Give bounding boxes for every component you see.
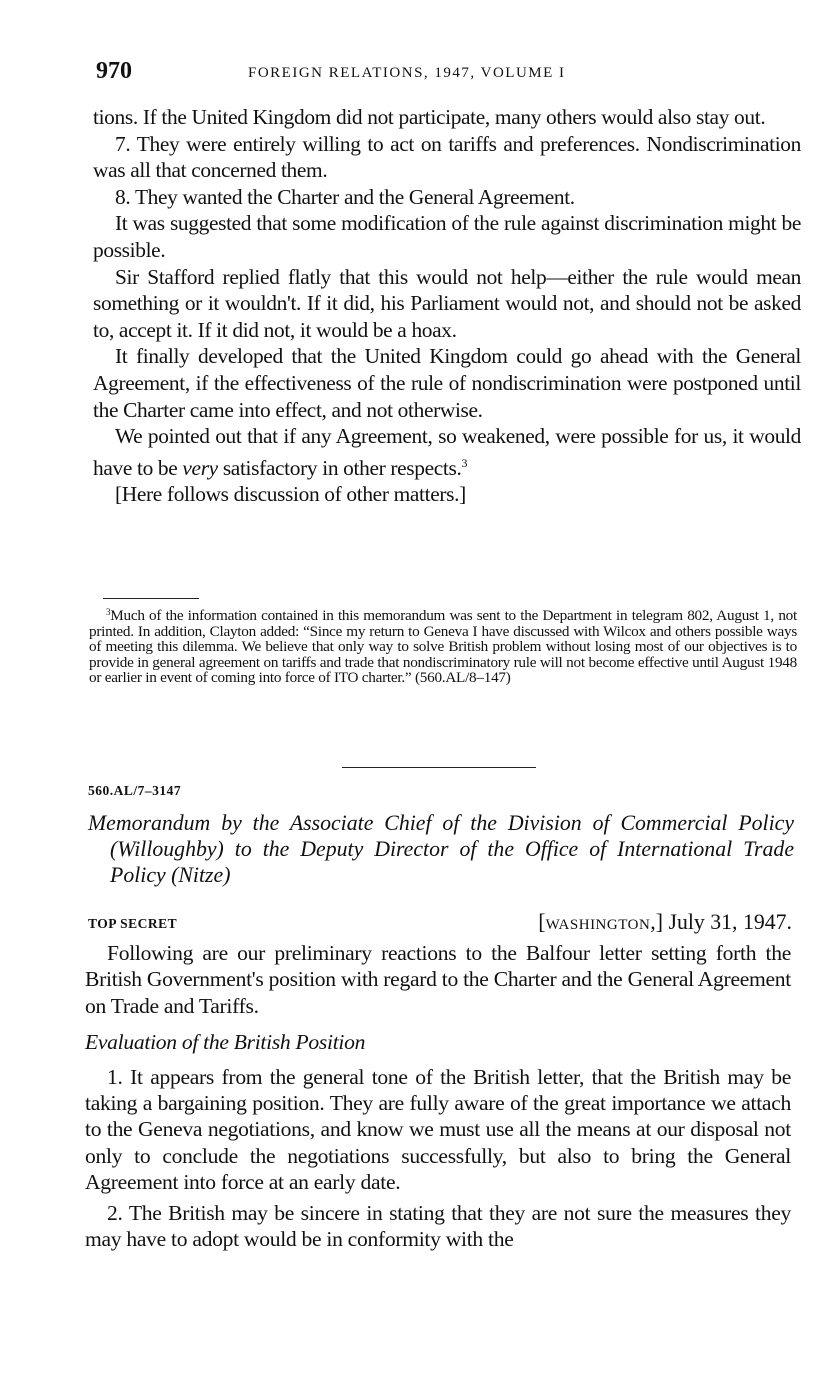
paragraph: Following are our preliminary reactions to the Balfour letter setting forth the British Government's position with regard to the Charter and the General Agreement on Trade and Tariffs. bbox=[85, 941, 791, 1018]
text-run: We pointed out that if any Agreement, so weakened, were possible for us, it would have to be bbox=[93, 424, 801, 480]
text-run: satisfactory in other respects. bbox=[217, 455, 462, 480]
body-text-bottom bbox=[85, 940, 791, 1252]
dateline bbox=[88, 910, 792, 940]
paragraph: [Here follows discussion of other matters.] bbox=[115, 482, 466, 507]
place-date bbox=[538, 910, 792, 935]
place-bracket-close: ,] bbox=[650, 910, 664, 934]
section-subheading: Evaluation of the British Position bbox=[85, 1030, 366, 1055]
paragraph: 8. They wanted the Charter and the General Agreement. bbox=[115, 184, 575, 209]
place-bracket-open: [ bbox=[538, 910, 546, 934]
memo-heading bbox=[88, 810, 794, 888]
footnote-reference[interactable]: 3 bbox=[461, 455, 468, 470]
footnote bbox=[89, 608, 797, 686]
paragraph: Sir Stafford replied flatly that this would not help—either the rule would mean something or it wouldn't. If it did, his Parliament would not, and should not be asked to, accept it. If it did not, it would be a hoax. bbox=[93, 264, 801, 342]
running-head bbox=[96, 58, 800, 90]
footnote-marker: 3 bbox=[106, 607, 111, 617]
paragraph: 1. It appears from the general tone of the British letter, that the British may be taking a bargaining position. They are fully aware of the great importance we attach to the Geneva negotiations, and know we must use all the means at our disposal not only to conclude the negotiations successfully, but also to bring the General Agreement into force at an early date. bbox=[85, 1064, 791, 1195]
paragraph: 2. The British may be sincere in stating that they are not sure the measures they may have to adopt would be in conformity with the bbox=[85, 1200, 791, 1252]
body-text-top bbox=[93, 104, 801, 508]
classification-label: TOP SECRET bbox=[88, 916, 178, 931]
file-number: 560.AL/7–3147 bbox=[88, 783, 182, 798]
memo-title: Memorandum by the Associate Chief of the Division of Commercial Policy (Willoughby) to the Deputy Director of the Office of International Trade Policy (Nitze) bbox=[88, 811, 794, 887]
paragraph: It was suggested that some modification of the rule against discrimination might be possible. bbox=[93, 211, 801, 262]
paragraph: tions. If the United Kingdom did not participate, many others would also stay out. bbox=[93, 105, 766, 129]
paragraph: It finally developed that the United Kingdom could go ahead with the General Agreement, if the effectiveness of the rule of nondiscrimination were postponed until the Charter came into effect, and not otherwise. bbox=[93, 344, 801, 422]
paragraph bbox=[93, 423, 801, 481]
emphasis: very bbox=[182, 455, 218, 480]
place: WASHINGTON bbox=[545, 917, 651, 933]
paragraph: 7. They were entirely willing to act on tariffs and preferences. Nondiscrimination was all that concerned them. bbox=[93, 131, 801, 183]
footnote-divider bbox=[103, 598, 199, 599]
footnote-text: Much of the information contained in this memorandum was sent to the Department in telegram 802, August 1, not printed. In addition, Clayton added: “Since my return to Geneva I have discussed with Wilcox and others possible ways of meeting this dilemma. We believe that only way to solve British problem without losing most of our objectives is to provide in general agreement on tariffs and trade that nondiscriminatory rule will not become effective until August 1948 or earlier in event of coming into force of ITO charter.” (560.AL/8–147) bbox=[89, 607, 797, 687]
footnote-paragraph bbox=[89, 608, 797, 686]
date: July 31, 1947. bbox=[668, 910, 792, 934]
section-divider bbox=[342, 767, 536, 768]
page-number: 970 bbox=[96, 58, 132, 84]
running-title: FOREIGN RELATIONS, 1947, VOLUME I bbox=[248, 65, 566, 81]
